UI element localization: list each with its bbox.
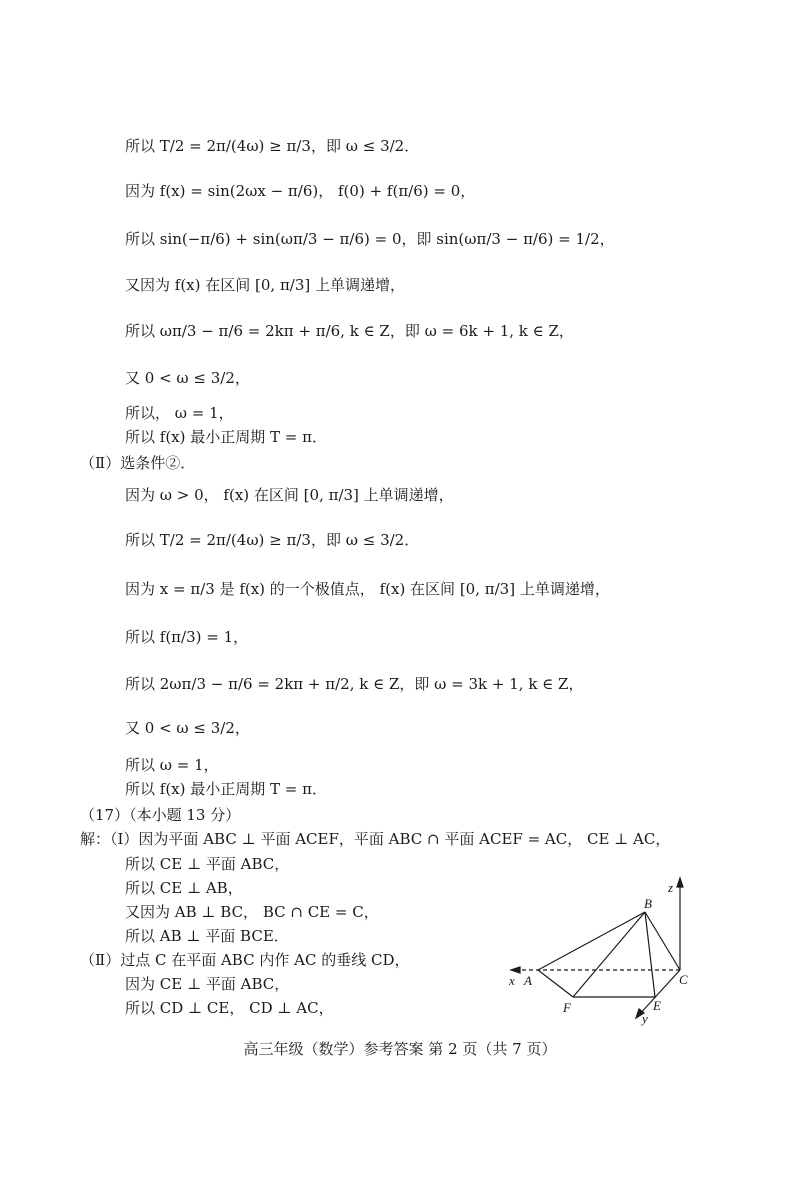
page-footer: 高三年级（数学）参考答案 第 2 页（共 7 页） — [243, 1040, 557, 1058]
solution-line: 所以 AB ⊥ 平面 BCE． — [125, 927, 289, 945]
solution-line: 所以 2ωπ/3 − π/6 = 2kπ + π/2, k ∈ Z，即 ω = 3k + 1, k ∈ Z， — [125, 675, 584, 693]
solution-line: 因为 CE ⊥ 平面 ABC， — [125, 975, 290, 993]
solution-line: 所以 CD ⊥ CE， CD ⊥ AC， — [125, 999, 334, 1017]
label-x: x — [509, 973, 515, 988]
solution-line: 所以 CE ⊥ 平面 ABC， — [125, 855, 290, 873]
solution-line: 又因为 f(x) 在区间 [0, π/3] 上单调递增， — [125, 276, 406, 294]
solution-line: 所以 CE ⊥ AB， — [125, 879, 243, 897]
edge-AB — [538, 912, 645, 970]
solution-line: 所以 T/2 = 2π/(4ω) ≥ π/3，即 ω ≤ 3/2． — [125, 531, 420, 549]
solution-line: 所以 f(x) 最小正周期 T = π． — [125, 428, 327, 446]
solution-line: 所以， ω = 1， — [125, 404, 234, 422]
z-axis-arrow — [677, 878, 683, 887]
solution-line: 所以 sin(−π/6) + sin(ωπ/3 − π/6) = 0，即 sin(ωπ/3 − π/6) = 1/2， — [125, 230, 615, 248]
solution-line: 因为 x = π/3 是 f(x) 的一个极值点， f(x) 在区间 [0, π/3] 上单调递增， — [125, 580, 610, 598]
solution-line: 所以 f(x) 最小正周期 T = π． — [125, 780, 327, 798]
solution-line: 又 0 < ω ≤ 3/2， — [125, 369, 250, 387]
label-C: C — [679, 972, 688, 987]
solution-line: 解：（Ⅰ）因为平面 ABC ⊥ 平面 ACEF，平面 ABC ∩ 平面 ACEF = AC， CE ⊥ AC， — [80, 830, 671, 848]
solution-line: 所以 ω = 1， — [125, 756, 219, 774]
label-y: y — [642, 1011, 648, 1026]
label-F: F — [563, 1000, 571, 1015]
geometry-figure — [505, 870, 705, 1030]
label-z: z — [668, 880, 674, 895]
edge-BE — [645, 912, 655, 997]
solution-line: 因为 f(x) = sin(2ωx − π/6)， f(0) + f(π/6) = 0， — [125, 182, 476, 200]
edge-BF — [573, 912, 645, 997]
problem-heading: （17）（本小题 13 分） — [80, 806, 241, 824]
solution-line: 所以 T/2 = 2π/(4ω) ≥ π/3，即 ω ≤ 3/2． — [125, 137, 420, 155]
solution-line: 又 0 < ω ≤ 3/2， — [125, 719, 250, 737]
solution-line: 因为 ω > 0， f(x) 在区间 [0, π/3] 上单调递增， — [125, 486, 454, 504]
part-heading: （Ⅱ）选条件②． — [80, 454, 196, 472]
solution-line: 所以 f(π/3) = 1， — [125, 628, 249, 646]
edge-AF — [538, 970, 573, 997]
label-E: E — [653, 998, 661, 1013]
part-heading: （Ⅱ）过点 C 在平面 ABC 内作 AC 的垂线 CD， — [80, 951, 410, 969]
solution-line: 所以 ωπ/3 − π/6 = 2kπ + π/6, k ∈ Z，即 ω = 6k + 1, k ∈ Z， — [125, 322, 574, 340]
solution-line: 又因为 AB ⊥ BC， BC ∩ CE = C， — [125, 903, 379, 921]
label-B: B — [644, 896, 652, 911]
label-A: A — [524, 973, 532, 988]
